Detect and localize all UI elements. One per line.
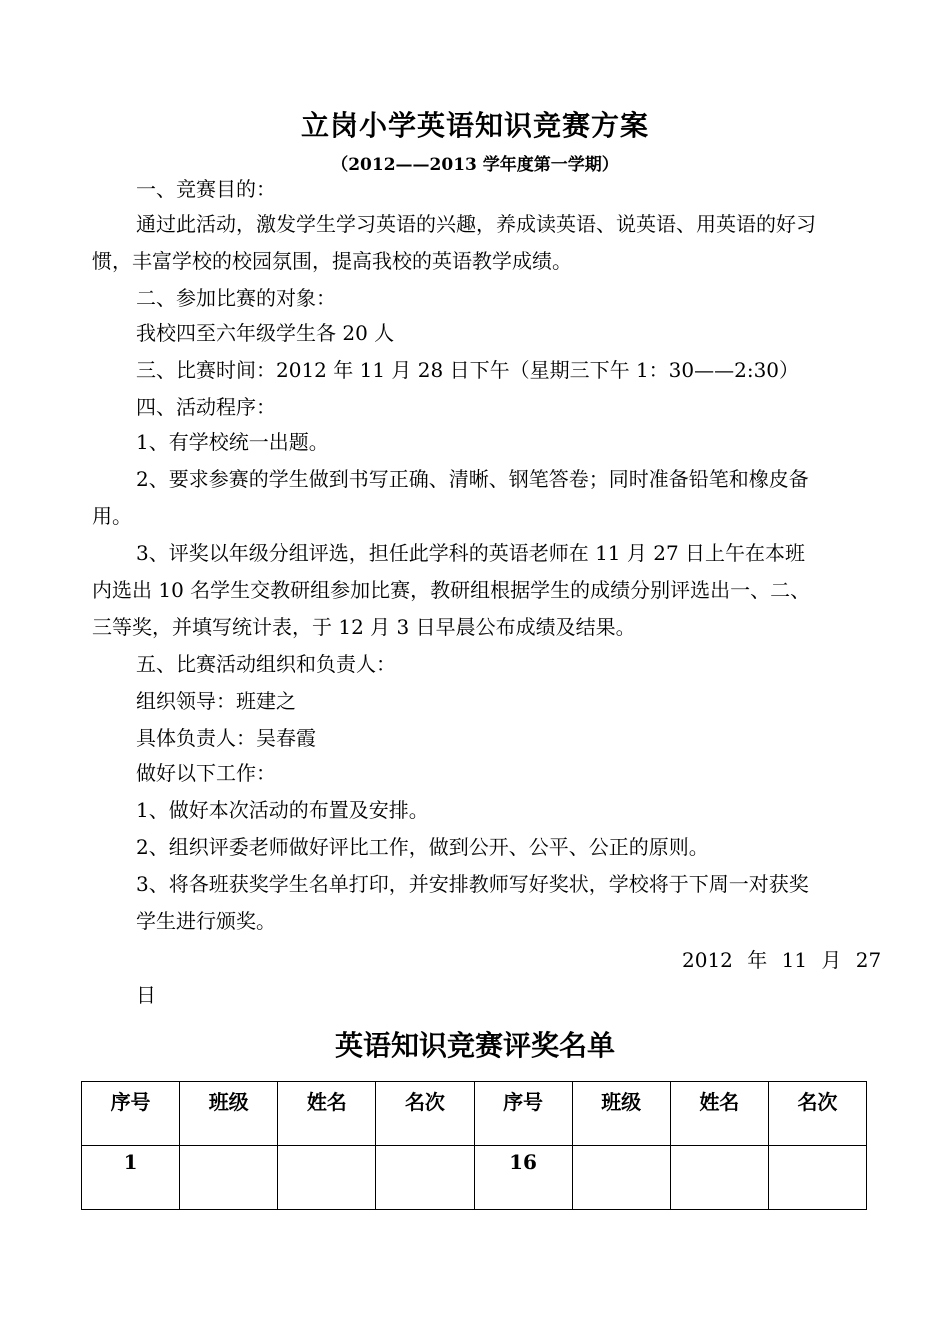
section-heading: 三、比赛时间：2012 年 11 月 28 日下午（星期三下午 1：30——2:30） [136, 358, 800, 382]
paragraph-line: 组织领导：班建之 [136, 689, 296, 713]
table-header-row [82, 1082, 867, 1146]
table-cell: 1 [82, 1146, 180, 1210]
document-title: 立岗小学英语知识竞赛方案 [300, 109, 649, 142]
paragraph-line: 做好以下工作： [136, 761, 276, 785]
table-cell [278, 1146, 376, 1210]
header-cell: 名次 [376, 1082, 474, 1146]
section-heading: 一、竞赛目的： [136, 177, 276, 201]
paragraph-line: 我校四至六年级学生各 20 人 [136, 321, 395, 345]
list-item: 2、组织评委老师做好评比工作，做到公开、公平、公正的原则。 [136, 835, 709, 859]
paragraph-line: 惯，丰富学校的校园氛围，提高我校的英语教学成绩。 [92, 249, 572, 273]
table-cell [376, 1146, 474, 1210]
table-cell [572, 1146, 670, 1210]
section-heading: 二、参加比赛的对象： [136, 286, 336, 310]
table-cell [670, 1146, 768, 1210]
paragraph-line: 具体负责人：吴春霞 [136, 726, 316, 750]
document-subtitle: （2012——2013 学年度第一学期） [331, 155, 619, 175]
award-list-title: 英语知识竞赛评奖名单 [334, 1029, 615, 1062]
table-cell [768, 1146, 866, 1210]
header-cell: 名次 [768, 1082, 866, 1146]
list-item: 3、将各班获奖学生名单打印，并安排教师写好奖状，学校将于下周一对获奖 [136, 872, 809, 896]
section-heading: 四、活动程序： [136, 395, 276, 419]
paragraph-line: 内选出 10 名学生交教研组参加比赛，教研组根据学生的成绩分别评选出一、二、 [92, 578, 811, 602]
signature-date: 2012 年 11 月 27 [682, 948, 882, 972]
header-cell: 姓名 [278, 1082, 376, 1146]
section-heading: 五、比赛活动组织和负责人： [136, 652, 396, 676]
list-item: 1、有学校统一出题。 [136, 430, 329, 454]
list-item: 2、要求参赛的学生做到书写正确、清晰、钢笔答卷；同时准备铅笔和橡皮备 [136, 467, 809, 491]
list-item: 3、评奖以年级分组评选，担任此学科的英语老师在 11 月 27 日上午在本班 [136, 541, 806, 565]
award-table [81, 1081, 867, 1210]
header-cell: 班级 [572, 1082, 670, 1146]
paragraph-line: 用。 [92, 504, 132, 528]
header-cell: 班级 [180, 1082, 278, 1146]
table-cell [180, 1146, 278, 1210]
list-item: 1、做好本次活动的布置及安排。 [136, 798, 429, 822]
paragraph-line: 通过此活动，激发学生学习英语的兴趣，养成读英语、说英语、用英语的好习 [136, 212, 816, 236]
signature-date-day: 日 [136, 983, 156, 1007]
header-cell: 序号 [82, 1082, 180, 1146]
paragraph-line: 学生进行颁奖。 [136, 909, 276, 933]
table-row [82, 1146, 867, 1210]
paragraph-line: 三等奖，并填写统计表，于 12 月 3 日早晨公布成绩及结果。 [92, 615, 636, 639]
table-cell: 16 [474, 1146, 572, 1210]
header-cell: 序号 [474, 1082, 572, 1146]
header-cell: 姓名 [670, 1082, 768, 1146]
